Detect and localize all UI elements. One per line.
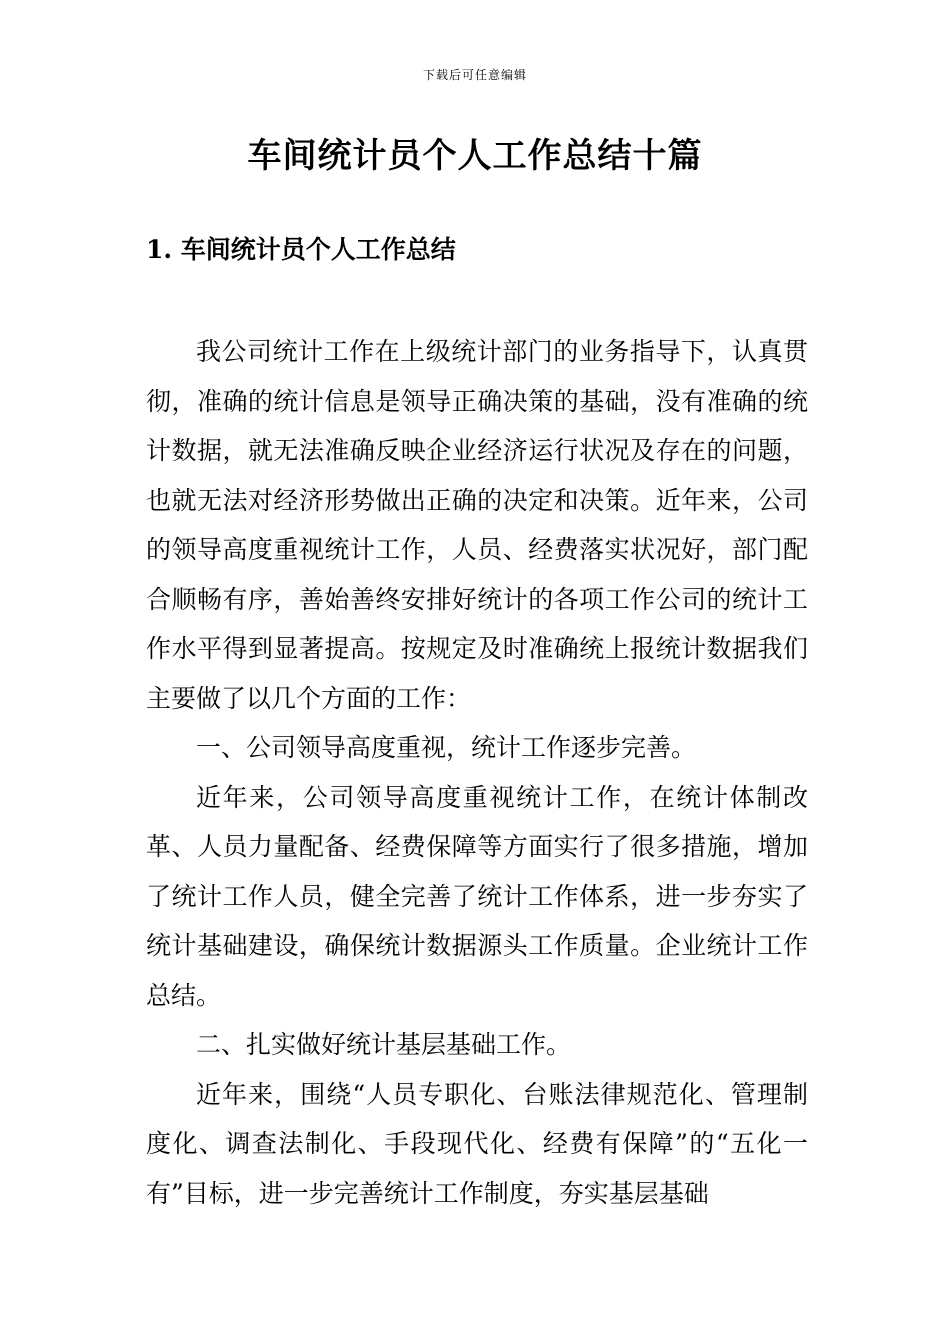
paragraph: 一、公司领导高度重视，统计工作逐步完善。 [196,733,697,762]
paragraph: 近年来，公司领导高度重视统计工作，在统计体制改革、人员力量配备、经费保障等方面实行了很多措施，增加了统计工作人员，健全完善了统计工作体系，进一步夯实了统计基础建设，确保统计数据源头工作质量。企业统计工作总结。 [146,782,808,1010]
paragraph: 二、扎实做好统计基层基础工作。 [196,1030,572,1059]
paragraph: 近年来，围绕“人员专职化、台账法律规范化、管理制度化、调查法制化、手段现代化、经费有保障”的“五化一有”目标，进一步完善统计工作制度，夯实基层基础 [146,1079,808,1208]
document-body [146,327,808,1218]
header-note: 下载后可任意编辑 [422,68,527,82]
document-title: 车间统计员个人工作总结十篇 [247,136,703,176]
section-heading: 1. 车间统计员个人工作总结 [146,235,456,264]
paragraph: 我公司统计工作在上级统计部门的业务指导下，认真贯彻，准确的统计信息是领导正确决策的基础，没有准确的统计数据，就无法准确反映企业经济运行状况及存在的问题，也就无法对经济形势做出正确的决定和决策。近年来，公司的领导高度重视统计工作，人员、经费落实状况好，部门配合顺畅有序，善始善终安排好统计的各项工作公司的统计工作水平得到显著提高。按规定及时准确统上报统计数据我们主要做了以几个方面的工作： [146,337,808,713]
